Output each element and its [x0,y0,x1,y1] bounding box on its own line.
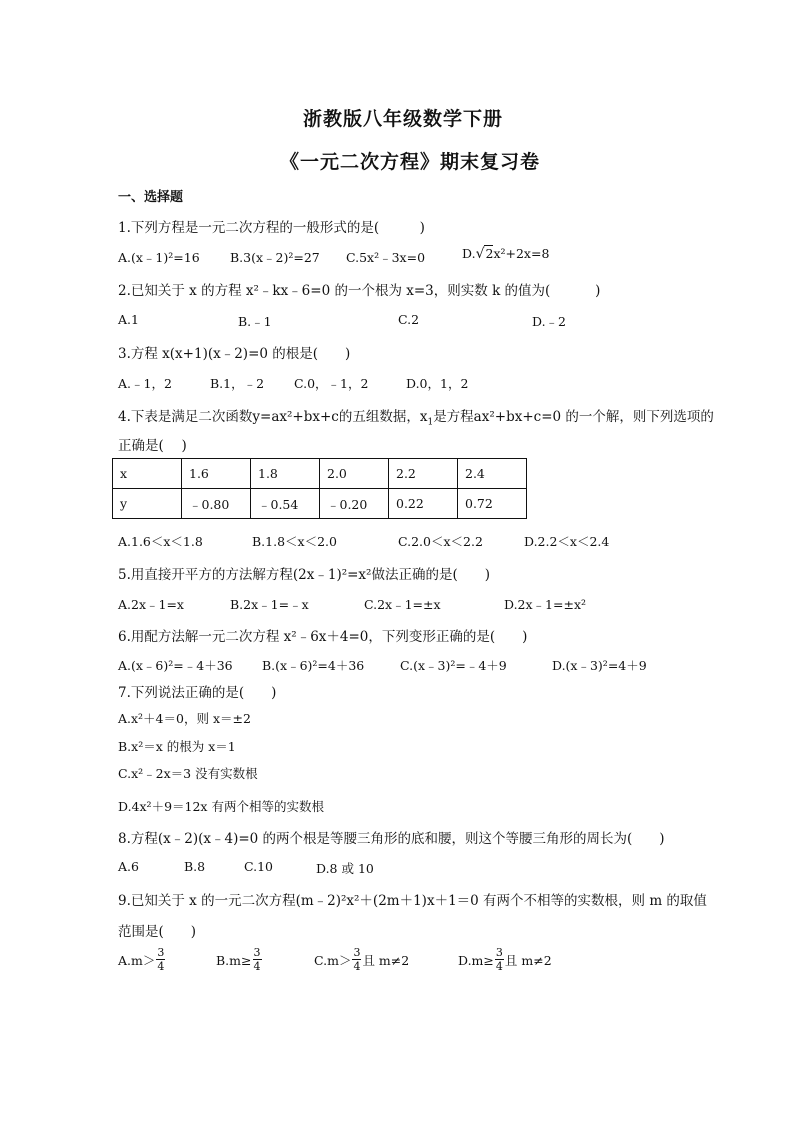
question-1-stem: 1.下列方程是一元二次方程的一般形式的是( ) [118,220,425,236]
q4-option-b: B.1.8＜x＜2.0 [252,534,337,549]
q3-option-b: B.1，﹣2 [210,376,265,391]
table-cell: 0.72 [458,489,527,519]
question-7-stem: 7.下列说法正确的是( ) [118,685,277,701]
sqrt-arg: 2 [485,246,494,261]
fraction [253,946,262,973]
table-cell: y [113,489,182,519]
fraction-denominator: 4 [495,960,503,973]
table-cell: 2.0 [320,459,389,489]
q9-option-c-label: C.m＞ [314,953,352,968]
fraction [352,946,361,973]
page-title-line1: 浙教版八年级数学下册 [303,108,504,130]
section-heading: 一、选择题 [118,190,184,205]
q8-option-c: C.10 [244,859,273,874]
q1-option-d [462,245,549,262]
q5-option-c: C.2x﹣1=±x [364,597,441,612]
table-row [113,489,527,519]
table-cell: x [113,459,182,489]
question-2-stem: 2.已知关于 x 的方程 x²﹣kx﹣6=0 的一个根为 x=3，则实数 k 的值为( ) [118,283,601,299]
table-cell: ﹣0.80 [182,489,251,519]
question-5-stem: 5.用直接开平方的方法解方程(2x﹣1)²=x²做法正确的是( ) [118,567,490,583]
q2-option-a: A.1 [118,312,139,327]
q9-option-b [216,948,263,975]
q4-stem-subscript: 1 [427,417,434,428]
table-cell: 1.6 [182,459,251,489]
q6-option-c: C.(x﹣3)²=﹣4＋9 [400,658,507,673]
q2-option-b: B.﹣1 [238,314,272,329]
q9-option-a-label: A.m＞ [118,953,156,968]
q8-option-a: A.6 [118,859,139,874]
q3-option-c: C.0，﹣1，2 [294,376,369,391]
q7-option-d: D.4x²＋9＝12x 有两个相等的实数根 [118,799,324,814]
q4-option-a: A.1.6＜x＜1.8 [118,534,203,549]
table-cell: 2.2 [389,459,458,489]
table-cell: ﹣0.54 [251,489,320,519]
q1-option-c: C.5x²﹣3x=0 [346,250,426,265]
q2-option-c: C.2 [398,312,420,327]
question-8-stem: 8.方程(x﹣2)(x﹣4)=0 的两个根是等腰三角形的底和腰，则这个等腰三角形的周长为( ) [118,831,665,847]
q9-option-d [458,948,552,975]
fraction-denominator: 4 [253,960,261,973]
fraction-numerator: 3 [353,946,361,959]
q4-stem-part1: 4.下表是满足二次函数y=ax²+bx+c的五组数据，x [118,409,428,425]
question-9-stem-line2: 范围是( ) [118,924,197,940]
q9-option-c-suffix: 且 m≠2 [362,953,410,968]
q9-option-d-suffix: 且 m≠2 [504,953,552,968]
sqrt-icon: √ [475,246,485,262]
q8-option-b: B.8 [184,859,206,874]
data-table [112,458,527,519]
q9-option-a [118,948,166,975]
q4-option-c: C.2.0＜x＜2.2 [398,534,483,549]
q4-stem-part2: 是方程ax²+bx+c=0 的一个解，则下列选项的 [433,409,714,425]
q5-option-a: A.2x﹣1=x [118,597,184,612]
q7-option-b: B.x²＝x 的根为 x＝1 [118,739,236,754]
table-cell: 2.4 [458,459,527,489]
q9-option-b-label: B.m≥ [216,953,252,968]
q6-option-d: D.(x﹣3)²=4＋9 [552,658,647,673]
question-3-stem: 3.方程 x(x+1)(x﹣2)=0 的根是( ) [118,346,351,362]
table-cell: 0.22 [389,489,458,519]
question-6-stem: 6.用配方法解一元二次方程 x²﹣6x＋4=0，下列变形正确的是( ) [118,629,528,645]
q2-option-d: D.﹣2 [532,314,567,329]
q5-option-d: D.2x﹣1=±x² [504,597,587,612]
q1-option-b: B.3(x﹣2)²=27 [230,250,320,265]
q9-option-d-label: D.m≥ [458,953,494,968]
fraction [156,946,165,973]
q3-option-d: D.0，1，2 [406,376,469,391]
fraction-numerator: 3 [253,946,261,959]
table-row [113,459,527,489]
q4-option-d: D.2.2＜x＜2.4 [524,534,610,549]
q6-option-b: B.(x﹣6)²=4＋36 [262,658,365,673]
question-9-stem-line1: 9.已知关于 x 的一元二次方程(m﹣2)²x²＋(2m＋1)x＋1＝0 有两个不相等的实数根，则 m 的取值 [118,893,707,909]
q7-option-c: C.x²﹣2x＝3 没有实数根 [118,766,258,781]
table-cell: 1.8 [251,459,320,489]
q6-option-a: A.(x﹣6)²=﹣4＋36 [118,658,233,673]
q1-option-a: A.(x﹣1)²=16 [118,250,200,265]
q1-option-d-label: D. [462,246,476,261]
fraction-numerator: 3 [495,946,503,959]
question-4-stem-line2: 正确是( ) [118,438,187,454]
fraction [495,946,504,973]
q5-option-b: B.2x﹣1=﹣x [230,597,309,612]
table-cell: ﹣0.20 [320,489,389,519]
fraction-denominator: 4 [157,960,165,973]
fraction-numerator: 3 [157,946,165,959]
q1-option-d-rest: x²+2x=8 [493,246,550,261]
q8-option-d: D.8 或 10 [316,861,374,876]
q7-option-a: A.x²＋4＝0，则 x＝±2 [118,711,251,726]
fraction-denominator: 4 [353,960,361,973]
q9-option-c [314,948,409,975]
question-4-stem-line1 [118,405,714,428]
page-title-line2: 《一元二次方程》期末复习卷 [280,151,541,173]
q3-option-a: A.﹣1，2 [118,376,172,391]
